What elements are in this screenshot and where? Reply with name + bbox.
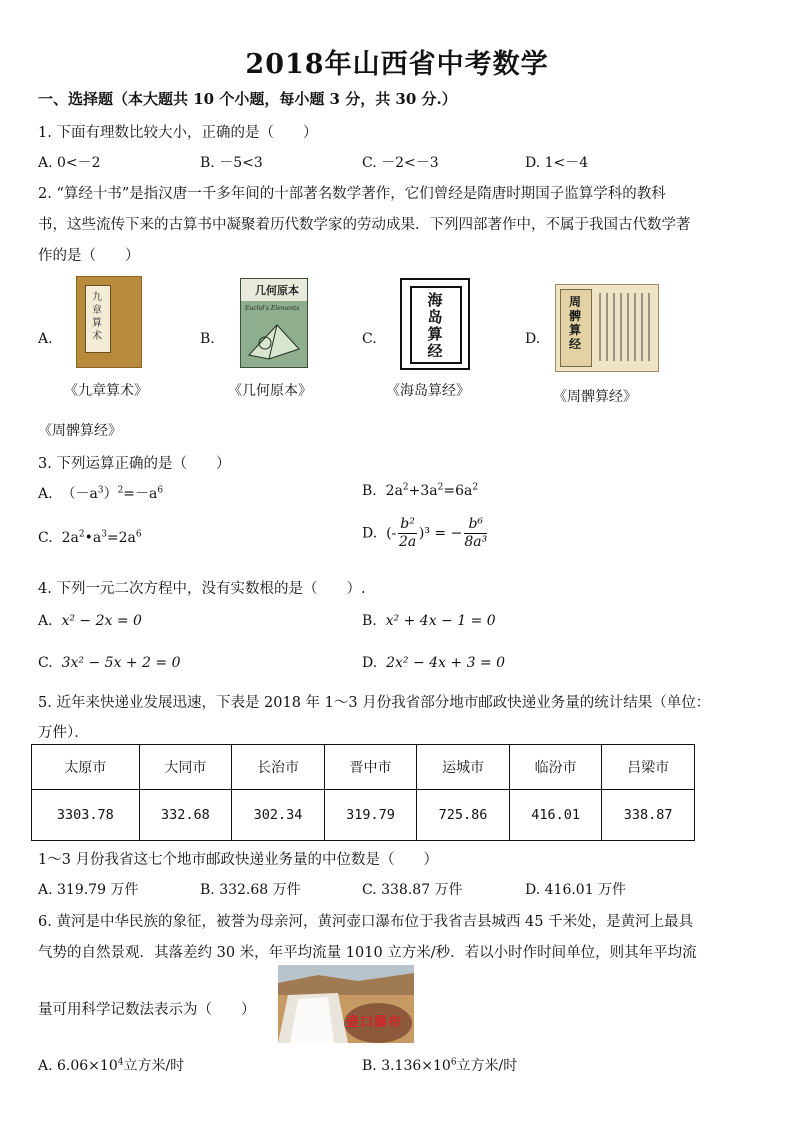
q3-stem: 3. 下列运算正确的是（ ） [38, 456, 231, 472]
q6-line-1: 6. 黄河是中华民族的象征，被誉为母亲河，黄河壶口瀑布位于我省吉县城西 45 千米处，是黄河上最具 [38, 914, 694, 930]
table-header-cell: 长治市 [232, 745, 325, 790]
waterfall-photo [278, 965, 414, 1043]
book-cover-zhoubi [555, 284, 659, 372]
q3-option-d: D. (- $\frac{\text{b²}}{2a}$ )³ = − $\frac{\text{b⁶}}{\text{8a³}}$ [362, 516, 488, 550]
table-header-row [32, 745, 695, 790]
table-cell: 338.87 [602, 790, 695, 841]
book-cover-haidao [400, 278, 470, 370]
table-row [32, 790, 695, 841]
table-header-cell: 运城市 [417, 745, 510, 790]
section-heading: 一、选择题（本大题共 10 个小题，每小题 3 分，共 30 分.） [38, 90, 457, 108]
q6-option-b: B. $3.136\times 10^6$立方米/时 [362, 1057, 518, 1074]
q1-option-d: D. 1<－4 [525, 155, 589, 171]
table-cell: 416.01 [509, 790, 602, 841]
table-cell: 725.86 [417, 790, 510, 841]
q4-option-d: D. 2x² − 4x + 3 = 0 [362, 655, 506, 671]
q6-line-2: 气势的自然景观．其落差约 30 米，年平均流量 1010 立方米/秒．若以小时作时间单位，则其年平均流 [38, 945, 697, 961]
q2-caption-d: 《周髀算经》 [553, 389, 637, 405]
table-header-cell: 临汾市 [509, 745, 602, 790]
book-cover-haidao-title: 海岛算经 [427, 291, 443, 360]
table-header-cell: 大同市 [139, 745, 232, 790]
q6-line-3: 量可用科学记数法表示为（ ） [38, 1002, 256, 1018]
table-cell: 302.34 [232, 790, 325, 841]
text-columns-icon [596, 291, 654, 363]
table-cell: 332.68 [139, 790, 232, 841]
page-title: 2018年山西省中考数学 [245, 49, 549, 80]
table-header-cell: 晋中市 [324, 745, 417, 790]
q2-caption-b: 《几何原本》 [228, 383, 312, 399]
q5-line-1: 5. 近年来快递业发展迅速，下表是 2018 年 1～3 月份我省部分地市邮政快递业务量的统计结果（单位： [38, 695, 711, 711]
q5-option-d: D. 416.01 万件 [525, 882, 627, 898]
geometry-illustration-icon [247, 319, 301, 361]
statistics-table [31, 744, 695, 841]
q1-option-c: C. －2<－3 [362, 155, 439, 171]
book-cover-euclid [240, 278, 308, 368]
book-cover-euclid-subtitle: Euclid's Elements [245, 305, 300, 312]
q2-wrap-caption: 《周髀算经》 [38, 423, 122, 439]
q1-option-a: A. 0<－2 [38, 155, 101, 171]
book-cover-zhoubi-title: 周髀算经 [568, 295, 581, 351]
book-cover-euclid-title: 几何原本 [255, 284, 299, 297]
book-cover-jiuzhang-title: 九章算术 [92, 292, 102, 342]
q5-question: 1～3 月份我省这七个地市邮政快递业务量的中位数是（ ） [38, 852, 439, 868]
q5-option-a: A. 319.79 万件 [38, 882, 139, 898]
q2-letter-a: A. [38, 331, 53, 347]
table-header-cell: 吕梁市 [602, 745, 695, 790]
q4-option-b: B. x² + 4x − 1 = 0 [362, 613, 496, 629]
table-cell: 3303.78 [32, 790, 140, 841]
q1-stem: 1. 下面有理数比较大小，正确的是（ ） [38, 125, 318, 141]
book-cover-jiuzhang [76, 276, 142, 368]
q5-option-b: B. 332.68 万件 [200, 882, 301, 898]
q2-letter-d: D. [525, 331, 541, 347]
q2-line-3: 作的是（ ） [38, 248, 140, 264]
q2-line-2: 书，这些流传下来的古算书中凝聚着历代数学家的劳动成果．下列四部著作中，不属于我国古代数学著 [38, 217, 691, 233]
q5-line-2: 万件）． [38, 725, 89, 741]
q1-option-b: B. －5<3 [200, 155, 263, 171]
q4-option-c: C. 3x² − 5x + 2 = 0 [38, 655, 181, 671]
q3-option-a: A. $(-a^3)^2=-a^6$ [38, 485, 164, 502]
q2-letter-c: C. [362, 331, 377, 347]
q6-option-a: A. $6.06\times 10^4$立方米/时 [38, 1057, 185, 1074]
q4-stem: 4. 下列一元二次方程中，没有实数根的是（ ）. [38, 581, 366, 597]
q5-option-c: C. 338.87 万件 [362, 882, 463, 898]
q4-option-a: A. x² − 2x = 0 [38, 613, 142, 629]
table-header-cell: 太原市 [32, 745, 140, 790]
q2-caption-a: 《九章算术》 [64, 383, 148, 399]
q3-option-c: C. $2a^2•a^3=2a^6$ [38, 529, 142, 546]
table-cell: 319.79 [324, 790, 417, 841]
q2-line-1: 2. “算经十书”是指汉唐一千多年间的十部著名数学著作，它们曾经是隋唐时期国子监算学科的教科 [38, 186, 666, 202]
q2-caption-c: 《海岛算经》 [386, 383, 470, 399]
waterfall-scene-icon [278, 965, 414, 1043]
q2-letter-b: B. [200, 331, 215, 347]
q3-option-b: B. $2a^2+3a^2=6a^2$ [362, 482, 479, 499]
waterfall-photo-text: 壶口瀑布 [346, 1015, 403, 1030]
